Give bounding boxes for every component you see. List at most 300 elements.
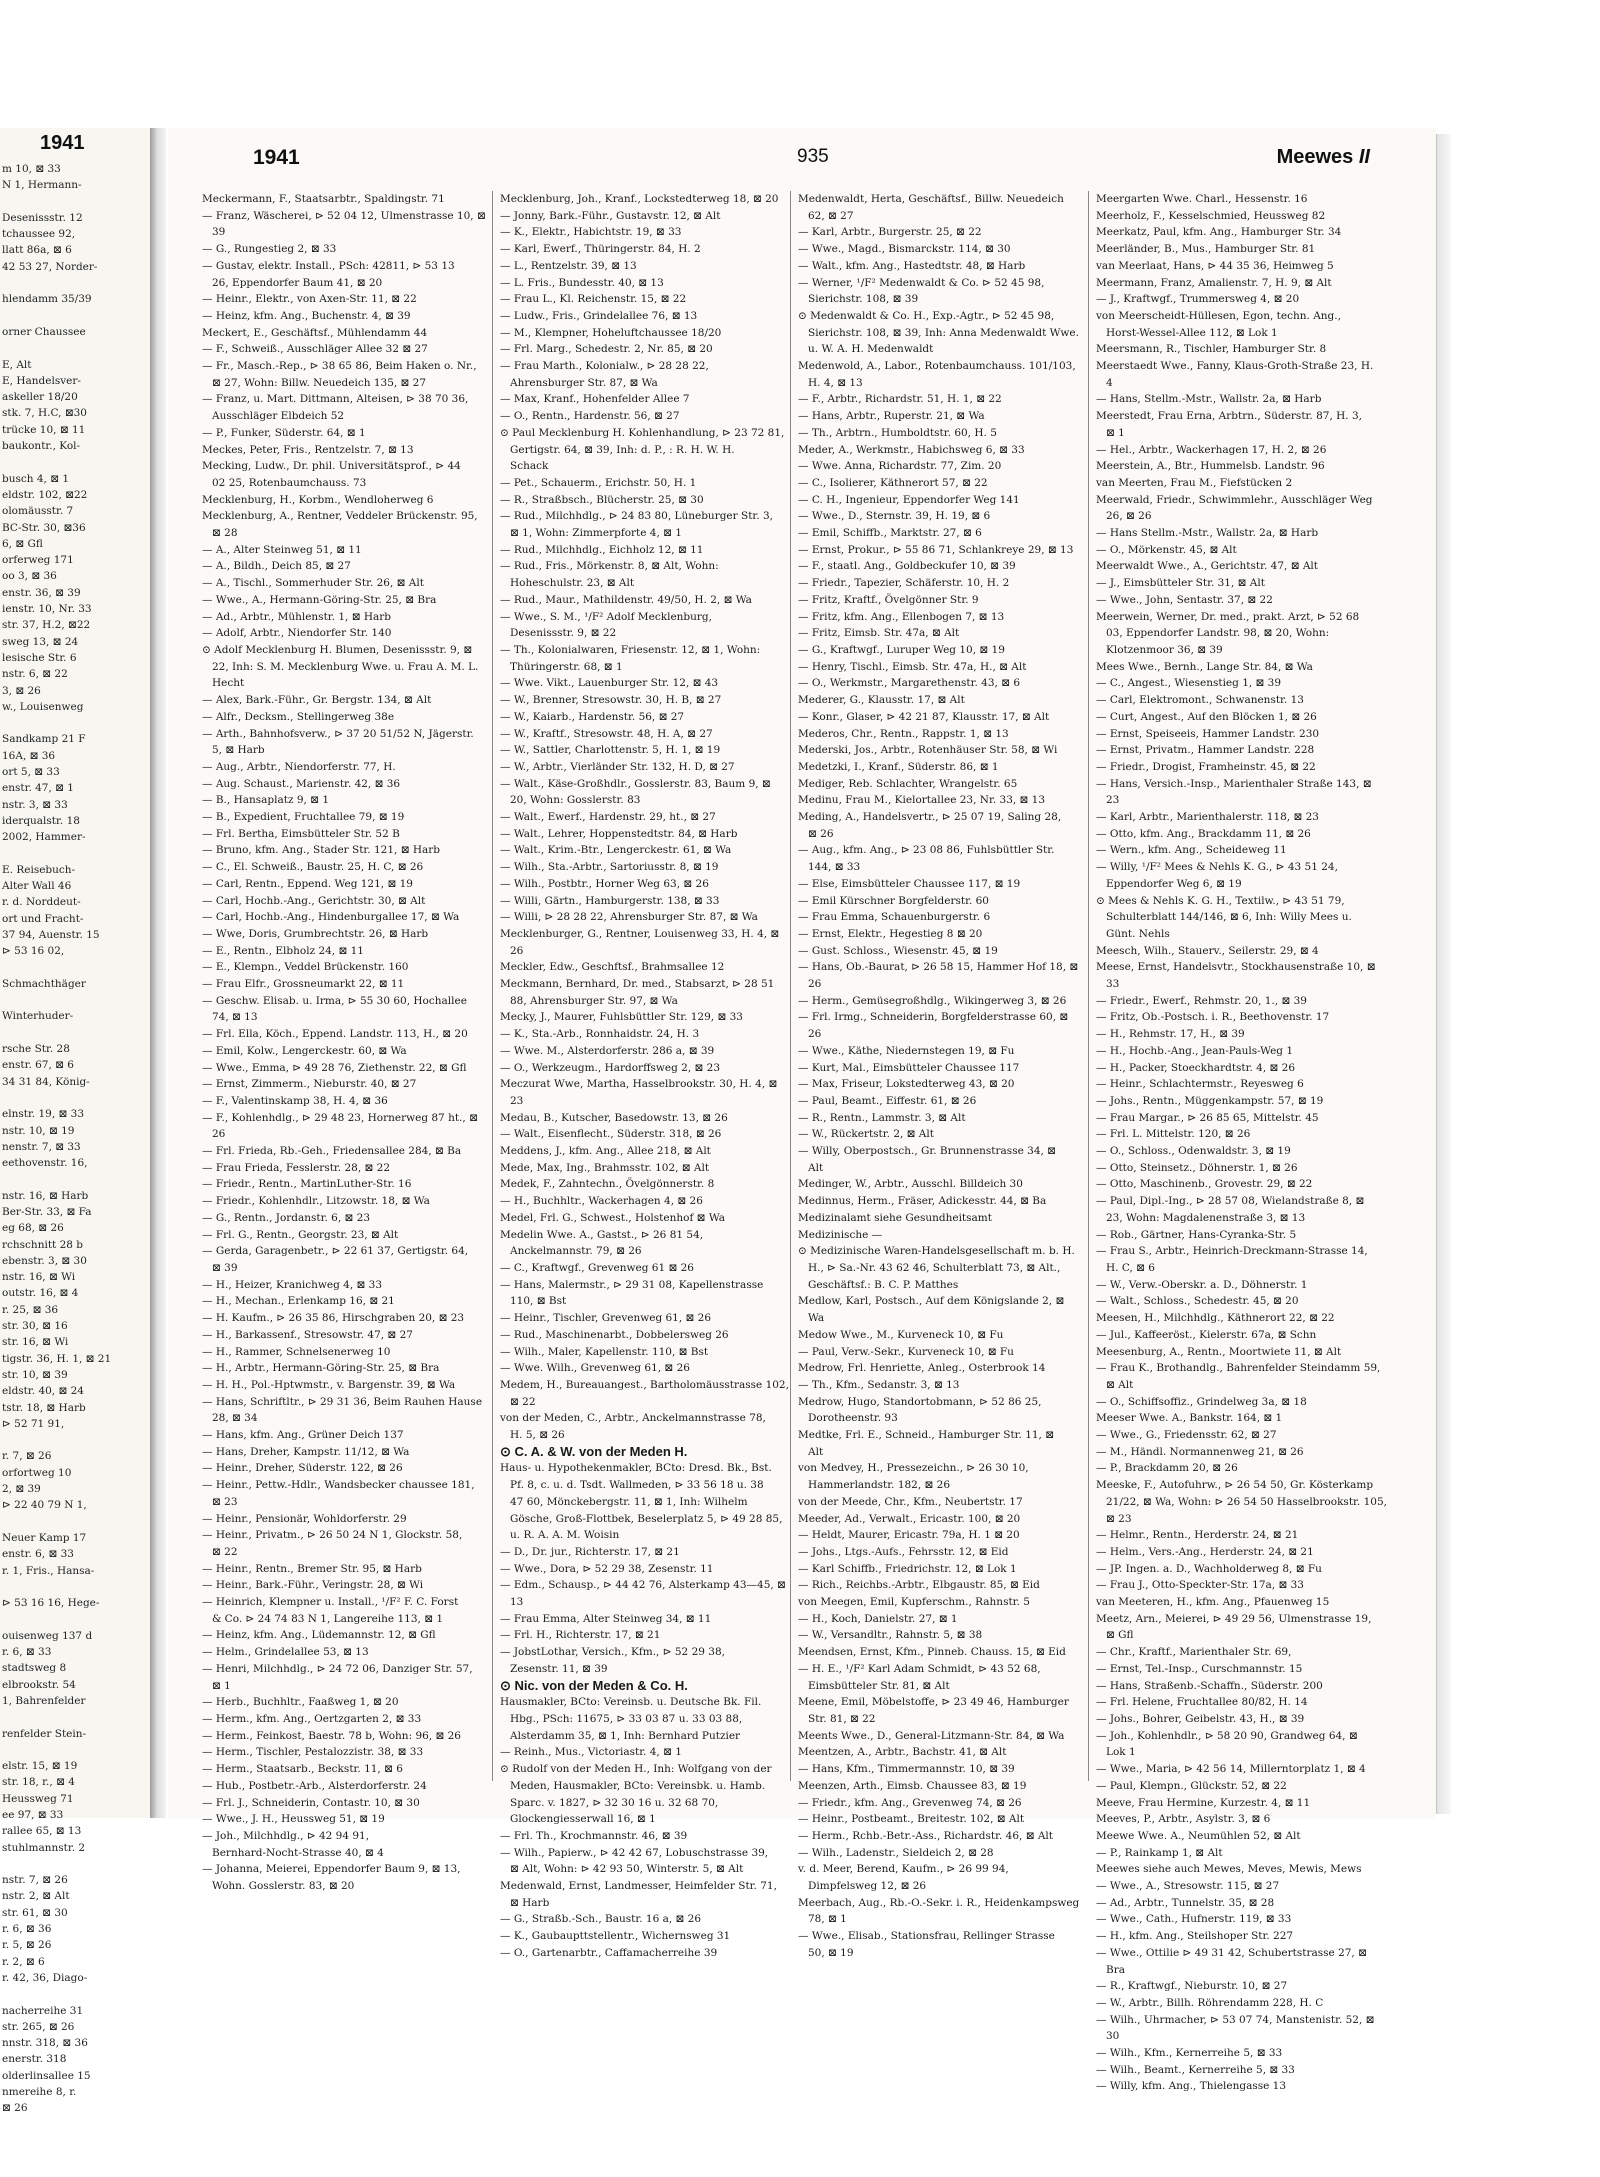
entry-line: & Co. ⊳ 24 74 83 N 1, Langereihe 113, ⊠ 1 <box>212 1612 444 1625</box>
directory-entry <box>1096 943 1380 960</box>
entry-line: — Ernst, Elektr., Hegestieg 8 ⊠ 20 <box>798 927 983 940</box>
directory-entry <box>500 1561 784 1578</box>
entry-line: Medizinalamt siehe Gesundheitsamt <box>798 1211 992 1224</box>
directory-entry <box>202 1728 486 1745</box>
directory-entry <box>1096 1293 1380 1310</box>
entry-line: — Rud., Milchhdlg., ⊳ 24 83 80, Lüneburger Str. 3, <box>500 510 773 523</box>
directory-entry <box>202 1060 486 1077</box>
left-page-line: elnstr. 19, ⊠ 33 <box>2 1108 85 1121</box>
entry-line: ⊙ Medizinische Waren-Handelsgesellschaft m. b. H. <box>798 1245 1075 1258</box>
entry-line: — C. H., Ingenieur, Eppendorfer Weg 141 <box>798 493 1020 506</box>
directory-entry <box>1096 1410 1380 1427</box>
directory-entry <box>1096 659 1380 676</box>
left-page-line: 34 31 84, König- <box>2 1075 90 1088</box>
directory-entry <box>1096 1728 1380 1761</box>
directory-entry <box>500 842 784 859</box>
directory-entry <box>500 1577 784 1610</box>
directory-entry <box>1096 1009 1380 1026</box>
directory-entry <box>798 1728 1082 1745</box>
left-page-line: str. 265, ⊠ 26 <box>2 2020 75 2033</box>
entry-line: Dorotheenstr. 93 <box>808 1412 898 1425</box>
entry-line: Meeve, Frau Hermine, Kurzestr. 4, ⊠ 11 <box>1096 1796 1311 1809</box>
directory-entry <box>1096 1076 1380 1093</box>
entry-line: — Wwe., Cath., Hufnerstr. 119, ⊠ 33 <box>1096 1913 1292 1926</box>
entry-line: — Wwe., A., Hermann-Göring-Str. 25, ⊠ Bra <box>202 593 437 606</box>
entry-line: — C., Angest., Wiesenstieg 1, ⊠ 39 <box>1096 677 1282 690</box>
entry-line: — Helm., Grindelallee 53, ⊠ 13 <box>202 1646 369 1659</box>
left-page-line <box>0 992 150 1008</box>
entry-line: Meder, A., Werkmstr., Habichsweg 6, ⊠ 33 <box>798 443 1025 456</box>
directory-entry <box>798 1344 1082 1361</box>
entry-line: Medau, B., Kutscher, Basedowstr. 13, ⊠ 26 <box>500 1111 728 1124</box>
directory-entry <box>798 575 1082 592</box>
directory-entry <box>1096 442 1380 459</box>
left-page-line: ⊠ 26 <box>2 2102 28 2115</box>
left-page-line: stuhlmannstr. 2 <box>2 1841 86 1854</box>
directory-entry <box>1096 1895 1380 1912</box>
left-page-line <box>0 1856 150 1872</box>
entry-line: — F., Arbtr., Richardstr. 51, H. 1, ⊠ 22 <box>798 393 1002 406</box>
entry-line: — Wwe., John, Sentastr. 37, ⊠ 22 <box>1096 593 1273 606</box>
column-rule <box>492 191 493 1781</box>
entry-line: van Meeteren, H., kfm. Ang., Pfauenweg 15 <box>1096 1596 1330 1609</box>
entry-line: — Paul, Beamt., Eiffestr. 61, ⊠ 26 <box>798 1094 977 1107</box>
directory-entry <box>1096 525 1380 542</box>
directory-entry <box>500 1544 784 1561</box>
entry-line: — Ernst, Zimmerm., Nieburstr. 40, ⊠ 27 <box>202 1078 417 1091</box>
entry-line: Meeske, F., Autofuhrw., ⊳ 26 54 50, Gr. Kösterkamp <box>1096 1479 1374 1492</box>
directory-entry <box>202 1761 486 1778</box>
entry-line: Wohn. Gosslerstr. 83, ⊠ 20 <box>212 1880 355 1893</box>
directory-entry <box>798 642 1082 659</box>
directory-entry <box>798 1644 1082 1661</box>
directory-entry <box>1096 1344 1380 1361</box>
entry-line: 47 60, Mönckebergstr. 11, ⊠ 1, Inh: Wilhelm <box>510 1495 748 1508</box>
directory-entry <box>202 1193 486 1210</box>
directory-entry <box>500 1828 784 1845</box>
directory-entry <box>500 609 784 642</box>
directory-entry <box>1096 1778 1380 1795</box>
left-page-line <box>0 715 150 731</box>
entry-line: — W., Sattler, Charlottenstr. 5, H. 1, ⊠ 19 <box>500 744 721 757</box>
directory-entry <box>1096 1945 1380 1978</box>
left-page-line <box>0 275 150 291</box>
left-page-line: Winterhuder- <box>2 1010 74 1023</box>
entry-line: — C., Kraftwgf., Grevenweg 61 ⊠ 26 <box>500 1262 694 1274</box>
directory-entry <box>500 1460 784 1544</box>
entry-line: Hecht <box>212 677 245 690</box>
entry-line: Meents Wwe., D., General-Litzmann-Str. 84, ⊠ Wa <box>798 1729 1065 1742</box>
left-page-line: nmereihe 8, r. <box>2 2086 77 2099</box>
entry-line: H. 4, ⊠ 13 <box>808 376 863 389</box>
entry-line: Meetz, Arn., Meierei, ⊳ 49 29 56, Ulmenstrasse 19, <box>1096 1612 1372 1625</box>
directory-entry <box>202 508 486 541</box>
entry-line: Medenwald, Ernst, Landmesser, Heimfelder Str. 71, <box>500 1880 777 1893</box>
directory-entry <box>500 1176 784 1193</box>
directory-entry <box>500 1026 784 1043</box>
directory-entry <box>1096 759 1380 776</box>
directory-entry <box>202 458 486 491</box>
entry-line: ⊠ 1 <box>212 1679 231 1692</box>
entry-line: Pf. 8, c. u. d. Tsdt. Wallmeden, ⊳ 33 56 18 u. 38 <box>510 1479 764 1492</box>
entry-line: — Willi, ⊳ 28 28 22, Ahrensburger Str. 87, ⊠ Wa <box>500 911 758 924</box>
directory-entry <box>1096 675 1380 692</box>
left-page-line <box>0 1986 150 2002</box>
entry-line: — Otto, Maschinenb., Grovestr. 29, ⊠ 22 <box>1096 1178 1313 1191</box>
entry-line: — Willy, ¹/F² Mees & Nehls K. G., ⊳ 43 51 24, <box>1096 861 1338 874</box>
left-page-line: str. 37, H.2, ⊠22 <box>2 619 91 632</box>
entry-line: — K., Sta.-Arb., Ronnhaidstr. 24, H. 3 <box>500 1028 700 1041</box>
directory-entry <box>1096 1828 1380 1845</box>
directory-entry <box>500 1360 784 1377</box>
entry-line: Horst-Wessel-Allee 112, ⊠ Lok 1 <box>1106 326 1278 339</box>
left-page-line: nacherreihe 31 <box>2 2004 84 2017</box>
directory-entry <box>202 859 486 876</box>
entry-line: ⊠ 23 <box>212 1495 238 1508</box>
directory-entry <box>500 642 784 675</box>
left-page-line: str. 10, ⊠ 39 <box>2 1368 68 1381</box>
entry-line: — Hans, Schriftltr., ⊳ 29 31 36, Beim Rauhen Hause <box>202 1395 483 1408</box>
entry-line: Meerholz, F., Kesselschmied, Heussweg 82 <box>1096 209 1326 222</box>
directory-entry <box>1096 1026 1380 1043</box>
directory-entry <box>202 492 486 509</box>
entry-line: — Herm., Staatsarb., Beckstr. 11, ⊠ 6 <box>202 1763 403 1776</box>
entry-line: — Alfr., Decksm., Stellingerweg 38e <box>202 710 395 723</box>
left-page-line <box>0 340 150 356</box>
directory-entry <box>202 842 486 859</box>
entry-line: Meerstein, A., Btr., Hummelsb. Landstr. 96 <box>1096 460 1325 473</box>
left-page-line: lesische Str. 6 <box>2 651 77 664</box>
entry-line: — Friedr., Rentn., MartinLuther-Str. 16 <box>202 1178 412 1191</box>
left-page-line: enstr. 6, ⊠ 33 <box>2 1548 74 1561</box>
entry-line: — JobstLothar, Versich., Kfm., ⊳ 52 29 38, <box>500 1646 725 1659</box>
left-page-line: ort und Fracht- <box>2 912 84 925</box>
directory-entry <box>798 809 1082 842</box>
directory-entry <box>1096 1477 1387 1527</box>
directory-entry <box>1096 1193 1380 1226</box>
entry-line: Medow Wwe., M., Kurveneck 10, ⊠ Fu <box>798 1328 1004 1341</box>
directory-entry <box>798 558 1082 575</box>
left-page-line: 2, ⊠ 39 <box>2 1483 41 1496</box>
entry-line: Eimsbütteler Str. 81, ⊠ Alt <box>808 1679 950 1692</box>
entry-line: — Frl. G., Rentn., Georgstr. 23, ⊠ Alt <box>202 1228 399 1241</box>
directory-entry <box>798 408 1082 425</box>
directory-entry <box>1096 1811 1380 1828</box>
entry-line: ⊠ Alt, Wohn: ⊳ 42 93 50, Winterstr. 5, ⊠ Alt <box>510 1863 744 1876</box>
directory-entry <box>1096 1878 1380 1895</box>
entry-line: — H., Arbtr., Hermann-Göring-Str. 25, ⊠ Bra <box>202 1362 440 1375</box>
entry-line: — Frl. Helene, Fruchtallee 80/82, H. 14 <box>1096 1696 1308 1709</box>
left-page-line: nstr. 3, ⊠ 33 <box>2 798 68 811</box>
directory-entry <box>500 475 784 492</box>
directory-entry <box>798 909 1082 926</box>
directory-entry <box>1096 1761 1380 1778</box>
directory-entry <box>798 1060 1082 1077</box>
directory-entry <box>798 842 1082 875</box>
entry-line: — Wwe., Dora, ⊳ 52 29 38, Zesenstr. 11 <box>500 1562 714 1575</box>
entry-line: 21/22, ⊠ Wa, Wohn: ⊳ 26 54 50 Hasselbrookstr. 105, <box>1106 1495 1387 1508</box>
entry-line: H. C, ⊠ 6 <box>1106 1262 1155 1274</box>
entry-line: — H., Rehmstr. 17, H., ⊠ 39 <box>1096 1028 1245 1041</box>
entry-line: Desenissstr. 9, ⊠ 22 <box>510 627 617 640</box>
directory-entry <box>798 258 1082 275</box>
directory-entry <box>500 1744 784 1761</box>
entry-line: — Alex, Bark.-Führ., Gr. Bergstr. 134, ⊠ Alt <box>202 694 432 707</box>
directory-entry <box>500 592 784 609</box>
entry-line: Mecklenburg, H., Korbm., Wendloherweg 6 <box>202 493 434 506</box>
entry-line: Meese, Ernst, Handelsvtr., Stockhausenstraße 10, ⊠ <box>1096 961 1376 974</box>
left-page-line <box>0 1742 150 1758</box>
directory-entry <box>1096 308 1380 341</box>
directory-entry <box>202 1377 486 1394</box>
left-page-line: orfortweg 10 <box>2 1466 72 1479</box>
directory-entry <box>500 675 784 692</box>
entry-line: 28, ⊠ 34 <box>212 1412 258 1425</box>
directory-entry <box>798 1895 1082 1928</box>
entry-line: — Johs., Bohrer, Geibelstr. 43, H., ⊠ 39 <box>1096 1712 1305 1725</box>
entry-line: — R., Straßbsch., Blücherstr. 25, ⊠ 30 <box>500 493 704 506</box>
directory-entry <box>798 1828 1082 1845</box>
entry-line: — M., Klempner, Hoheluftchaussee 18/20 <box>500 326 722 339</box>
entry-line: 39 <box>212 226 226 239</box>
entry-line: ⊙ Mees & Nehls K. G. H., Textilw., ⊳ 43 51 79, <box>1096 894 1345 907</box>
directory-entry <box>1096 1227 1380 1244</box>
entry-line: — Heinr., Postbeamt., Breitestr. 102, ⊠ Alt <box>798 1813 1025 1826</box>
directory-entry <box>1096 1143 1380 1160</box>
directory-entry <box>500 308 784 325</box>
left-page-line: ⊳ 22 40 79 N 1, <box>2 1499 87 1512</box>
entry-line: — Wern., kfm. Ang., Scheideweg 11 <box>1096 844 1287 857</box>
entry-line: — Frau Elfr., Grossneumarkt 22, ⊠ 11 <box>202 978 405 991</box>
entry-line: — C., El. Schweiß., Baustr. 25, H. C, ⊠ 26 <box>202 861 424 874</box>
directory-entry <box>1096 809 1380 826</box>
left-page-lines <box>0 161 150 2117</box>
left-page-line: elbrookstr. 54 <box>2 1678 76 1691</box>
entry-line: — Rud., Milchhdlg., Eichholz 12, ⊠ 11 <box>500 543 704 556</box>
entry-line: — W., Arbtr., Vierländer Str. 132, H. D, ⊠ 27 <box>500 760 735 773</box>
left-page-line: Alter Wall 46 <box>2 880 72 893</box>
directory-entry <box>798 726 1082 743</box>
entry-line: Meckler, Edw., Geschftsf., Brahmsallee 12 <box>500 961 725 974</box>
entry-line: — J., Kraftwgf., Trummersweg 4, ⊠ 20 <box>1096 293 1300 306</box>
entry-line: — Herb., Buchhltr., Faaßweg 1, ⊠ 20 <box>202 1696 399 1709</box>
entry-line: 88, Ahrensburger Str. 97, ⊠ Wa <box>510 994 678 1007</box>
left-page-line: busch 4, ⊠ 1 <box>2 472 70 485</box>
entry-line: — O., Schiffsoffiz., Grindelweg 3a, ⊠ 18 <box>1096 1395 1307 1408</box>
entry-line: — Ernst, Tel.-Insp., Curschmannstr. 15 <box>1096 1662 1303 1675</box>
directory-entry <box>798 425 1082 442</box>
entry-line: Medizinische — <box>798 1228 883 1241</box>
entry-line: Haus- u. Hypothekenmakler, BCto: Dresd. Bk., Bst. <box>500 1462 772 1475</box>
directory-entry <box>1096 1544 1380 1561</box>
directory-entry <box>1096 1694 1380 1711</box>
directory-entry <box>1096 709 1380 726</box>
left-page-line: tigstr. 36, H. 1, ⊠ 21 <box>2 1352 112 1365</box>
directory-entry <box>202 1277 486 1294</box>
entry-line: — Ernst, Speiseeis, Hammer Landstr. 230 <box>1096 727 1320 740</box>
left-page-line: ⊳ 52 71 91, <box>2 1417 65 1430</box>
entry-line: — Herm., Gemüsegroßhdlg., Wikingerweg 3, ⊠ 26 <box>798 994 1067 1007</box>
left-page-line: 37 94, Auenstr. 15 <box>2 928 100 941</box>
directory-entry <box>500 408 784 425</box>
entry-line: — R., Rentn., Lammstr. 3, ⊠ Alt <box>798 1111 966 1124</box>
left-page-line: nstr. 2, ⊠ Alt <box>2 1890 70 1903</box>
left-page-line <box>0 960 150 976</box>
entry-line: — W., Kraftf., Stresowstr. 48, H. A, ⊠ 27 <box>500 727 713 740</box>
entry-line: — Hans, Ob.-Baurat, ⊳ 26 58 15, Hammer Hof 18, ⊠ <box>798 961 1079 974</box>
entry-line: — Frau K., Brothandlg., Bahrenfelder Steindamm 59, <box>1096 1362 1381 1375</box>
directory-entry <box>798 1143 1082 1176</box>
directory-entry <box>500 391 784 408</box>
directory-entry <box>500 1694 784 1744</box>
directory-entry <box>202 1427 486 1444</box>
entry-line: — H., Heizer, Kranichweg 4, ⊠ 33 <box>202 1278 383 1291</box>
entry-line: Meckermann, F., Staatsarbtr., Spaldingstr. 71 <box>202 193 445 205</box>
left-page-line: askeller 18/20 <box>2 391 78 404</box>
directory-entry <box>202 1444 486 1461</box>
entry-line: — Karl, Ewerf., Thüringerstr. 84, H. 2 <box>500 243 701 256</box>
entry-line: Ahrensburger Str. 87, ⊠ Wa <box>510 376 658 389</box>
directory-entry <box>202 575 486 592</box>
entry-line: — L., Rentzelstr. 39, ⊠ 13 <box>500 259 637 272</box>
directory-entry <box>500 976 784 1009</box>
directory-entry <box>1096 1427 1380 1444</box>
entry-line: Meentzen, A., Arbtr., Bachstr. 41, ⊠ Alt <box>798 1746 1007 1759</box>
directory-entry <box>798 959 1082 992</box>
entry-line: 26 <box>808 978 822 991</box>
entry-line: von Meegen, Emil, Kupferschm., Rahnstr. 5 <box>798 1596 1030 1609</box>
entry-line: — Heinr., Schlachtermstr., Reyesweg 6 <box>1096 1078 1304 1091</box>
entry-line: Meddens, J., kfm. Ang., Allee 218, ⊠ Alt <box>500 1145 711 1158</box>
entry-line: Gösche, Groß-Flottbek, Beselerplatz 5, ⊳ 49 28 85, <box>510 1512 783 1525</box>
left-page-line: str. 61, ⊠ 30 <box>2 1906 68 1919</box>
directory-entry <box>798 659 1082 676</box>
entry-line: — Paul, Klempn., Glückstr. 52, ⊠ 22 <box>1096 1779 1287 1792</box>
left-page-line: orferweg 171 <box>2 554 74 567</box>
entry-line: — F., staatl. Ang., Goldbeckufer 10, ⊠ 39 <box>798 560 1016 573</box>
left-page-line <box>0 308 150 324</box>
directory-entry <box>798 709 1082 726</box>
directory-entry <box>1096 826 1380 843</box>
left-page-line: 16A, ⊠ 36 <box>2 749 56 762</box>
directory-entry <box>1096 1093 1380 1110</box>
entry-line: — Curt, Angest., Auf den Blöcken 1, ⊠ 26 <box>1096 710 1317 723</box>
entry-line: — Ad., Arbtr., Mühlenstr. 1, ⊠ Harb <box>202 610 391 623</box>
entry-line: Mede, Max, Ing., Brahmsstr. 102, ⊠ Alt <box>500 1161 710 1174</box>
entry-line: Schulterblatt 144/146, ⊠ 6, Inh: Willy Mees u. <box>1106 911 1352 924</box>
directory-entry <box>500 1076 784 1109</box>
entry-line: Meerwald, Friedr., Schwimmlehr., Ausschläger Weg <box>1096 493 1373 506</box>
entry-line: — Heinr., Rentn., Bremer Str. 95, ⊠ Harb <box>202 1562 422 1575</box>
entry-line: — O., Mörkenstr. 45, ⊠ Alt <box>1096 543 1237 556</box>
entry-line: — Else, Eimsbütteler Chaussee 117, ⊠ 19 <box>798 877 1021 890</box>
entry-line: — R., Kraftwgf., Nieburstr. 10, ⊠ 27 <box>1096 1980 1288 1993</box>
entry-line: — Carl, Hochb.-Ang., Gerichtstr. 30, ⊠ Alt <box>202 894 426 907</box>
entry-line: Hammerlandstr. 182, ⊠ 26 <box>808 1479 951 1492</box>
directory-entry <box>202 909 486 926</box>
entry-line: — L. Fris., Bundesstr. 40, ⊠ 13 <box>500 276 664 289</box>
left-page-line: Ber-Str. 33, ⊠ Fa <box>2 1206 92 1218</box>
page-number: 935 <box>797 146 829 167</box>
entry-line: — Friedr., kfm. Ang., Grevenweg 74, ⊠ 26 <box>798 1796 1022 1809</box>
directory-entry <box>202 1694 486 1711</box>
left-page-line: iderqualstr. 18 <box>2 814 80 827</box>
entry-line: — Wwe., D., Sternstr. 39, H. 19, ⊠ 6 <box>798 510 991 523</box>
entry-line: Meermann, Franz, Amalienstr. 7, H. 9, ⊠ Alt <box>1096 276 1332 289</box>
entry-line: Bra <box>1106 1963 1125 1976</box>
left-page-line: nstr. 16, ⊠ Wi <box>2 1271 76 1284</box>
entry-line: — Frl. J., Schneiderin, Contastr. 10, ⊠ 30 <box>202 1796 420 1809</box>
directory-entry <box>1096 1243 1380 1276</box>
directory-entry <box>500 1110 784 1127</box>
entry-line: — Wwe., G., Friedensstr. 62, ⊠ 27 <box>1096 1429 1277 1442</box>
directory-entry <box>500 1627 784 1644</box>
directory-entry <box>500 1126 784 1143</box>
directory-entry <box>202 1561 486 1578</box>
directory-entry <box>798 458 1082 475</box>
left-page-line: r. 42, 36, Diago- <box>2 1971 88 1984</box>
entry-line: — E., Klempn., Veddel Brückenstr. 160 <box>202 961 409 974</box>
entry-line: 26 <box>510 944 524 957</box>
directory-entry <box>202 893 486 910</box>
entry-line: — Heinr., Privatm., ⊳ 26 50 24 N 1, Glockstr. 58, <box>202 1529 463 1542</box>
directory-entry <box>1096 1126 1380 1143</box>
directory-entry <box>798 492 1082 509</box>
directory-entry <box>202 241 486 258</box>
entry-line: — Walt., Lehrer, Hoppenstedtstr. 84, ⊠ Harb <box>500 827 738 840</box>
entry-line: — Rich., Reichbs.-Arbtr., Elbgaustr. 85, ⊠ Eid <box>798 1579 1040 1592</box>
left-page-line: eldstr. 40, ⊠ 24 <box>2 1385 84 1398</box>
directory-entry <box>500 1611 784 1628</box>
entry-line: — K., Gaubaupttstellentr., Wichernsweg 31 <box>500 1930 731 1943</box>
entry-line: Mederer, G., Klausstr. 17, ⊠ Alt <box>798 694 965 707</box>
entry-line: Meendsen, Ernst, Kfm., Pinneb. Chauss. 15, ⊠ Eid <box>798 1646 1066 1659</box>
left-page-line: olomäusstr. 7 <box>2 505 74 518</box>
directory-entry <box>500 241 784 258</box>
entry-line: — G., Straßb.-Sch., Baustr. 16 a, ⊠ 26 <box>500 1913 702 1926</box>
entry-line: — Johanna, Meierei, Eppendorfer Baum 9, ⊠ 13, <box>202 1863 461 1876</box>
entry-line: — H., Rammer, Schnelsenerweg 10 <box>202 1345 391 1358</box>
directory-entry <box>1096 492 1380 525</box>
directory-entry <box>798 792 1082 809</box>
directory-entry <box>202 759 486 776</box>
left-page-line: ouisenweg 137 d <box>2 1629 93 1642</box>
directory-entry <box>798 592 1082 609</box>
directory-entry <box>202 558 486 575</box>
directory-entry <box>1096 1394 1380 1411</box>
directory-entry <box>500 776 784 809</box>
directory-entry <box>500 542 784 559</box>
directory-entry <box>500 1193 784 1210</box>
entry-line: — Wilh., Postbtr., Horner Weg 63, ⊠ 26 <box>500 877 709 890</box>
directory-entry <box>202 442 486 459</box>
entry-line: — Frl. Ella, Köch., Eppend. Landstr. 113, H., ⊠ 20 <box>202 1028 468 1041</box>
directory-column-2 <box>500 191 789 1959</box>
entry-line: Meckes, Peter, Fris., Rentzelstr. 7, ⊠ 13 <box>202 443 414 456</box>
left-page-line: ort 5, ⊠ 33 <box>2 765 60 778</box>
directory-entry <box>500 709 784 726</box>
entry-line: — Heinr., Pensionär, Wohldorferstr. 29 <box>202 1512 407 1525</box>
entry-line: — H., Hochb.-Ang., Jean-Pauls-Weg 1 <box>1096 1044 1294 1057</box>
entry-line: — Rud., Maur., Mathildenstr. 49/50, H. 2, ⊠ Wa <box>500 593 752 606</box>
directory-entry <box>798 1327 1082 1344</box>
entry-line: Mecking, Ludw., Dr. phil. Universitätsprof., ⊳ 44 <box>202 460 461 473</box>
directory-entry <box>1096 1360 1380 1393</box>
directory-entry <box>500 759 784 776</box>
entry-line: — Heinr., Pettw.-Hdlr., Wandsbecker chaussee 181, <box>202 1479 475 1492</box>
left-page-line: 1, Bahrenfelder <box>2 1694 86 1707</box>
left-page-line: oo 3, ⊠ 36 <box>2 570 57 583</box>
